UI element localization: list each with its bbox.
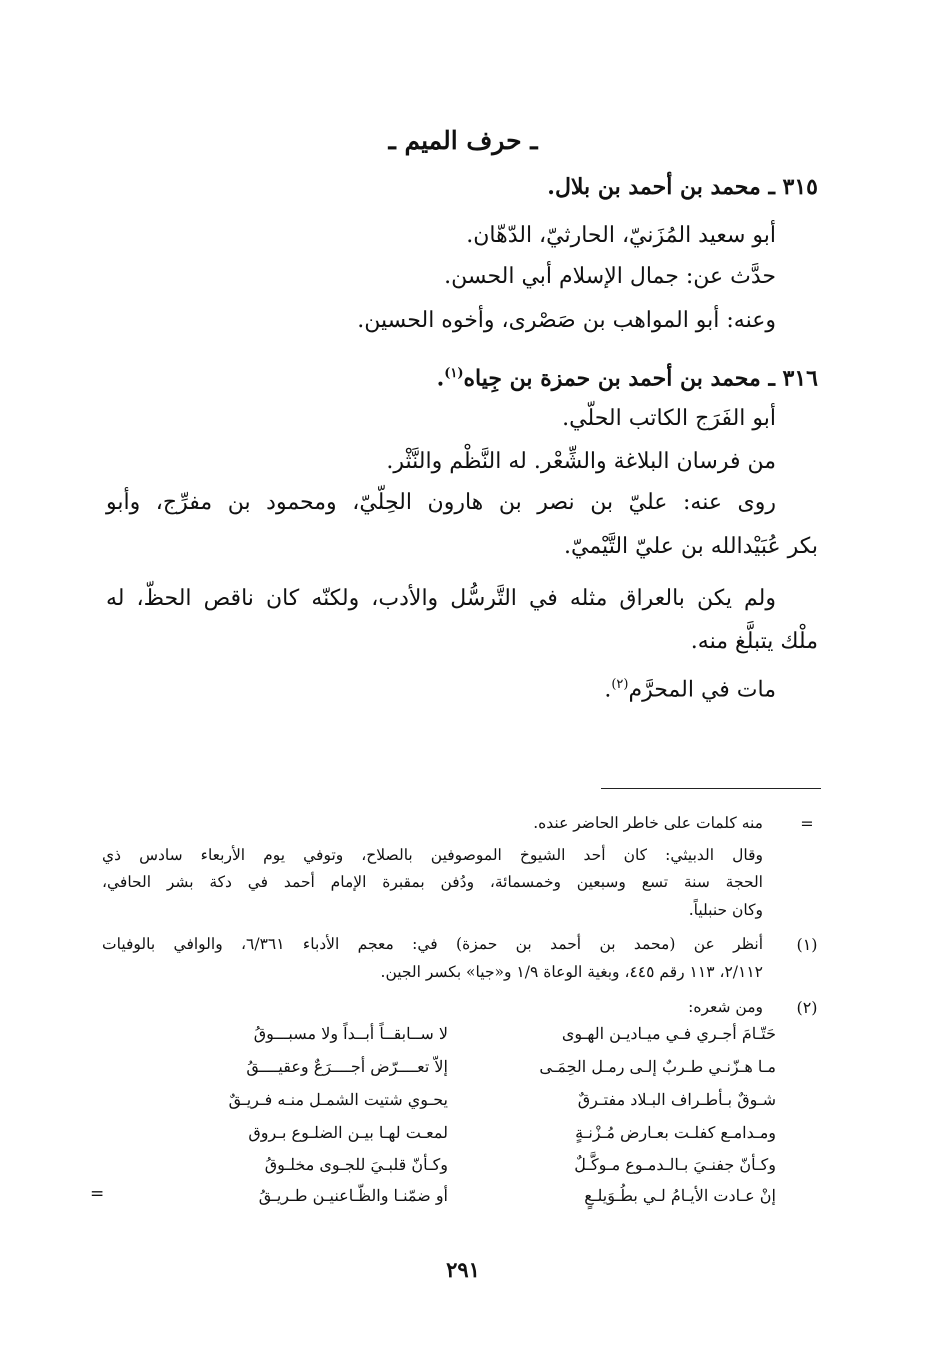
entry-316-line-3: روى عنه: عليّ بن نصر بن هارون الحِلّيّ، ومحمود بن مفرِّج، وأبو (106, 490, 776, 515)
footnote-1-line-1: أنظر عن (محمد بن أحمد بن حمزة) في: معجم الأدباء ٦/٣٦١، والوافي بالوفيات (102, 935, 764, 953)
footnote-ref-2: (٢) (611, 677, 629, 692)
entry-315-line-1: أبو سعيد المُزَنيّ، الحارثيّ، الدّهّان. (466, 223, 776, 248)
footnote-2-number: (٢) (796, 998, 818, 1017)
verse-5-left: وكـأنّ قلبـيَ للجـوى مخلـوقُ (264, 1155, 448, 1174)
entry-316-title-text: ٣١٦ ـ محمد بن أحمد بن حمزة بن جِياه (463, 365, 818, 392)
continuation-end-marker: = (90, 1184, 105, 1204)
verse-2-right: مـا هـزّنـي طـربٌ إلـى رمـل الحِمَـى (539, 1057, 776, 1076)
footnote-2-intro: ومن شعره: (688, 998, 763, 1016)
continuation-line-3: الحجة سنة تسع وسبعين وخمسمائة، ودُفن بمقبرة الإمام أحمد في دكة بشر الحافي، (102, 873, 763, 891)
page-number: ٢٩١ (446, 1257, 480, 1282)
verse-1-right: حَتّـامَ أجـري فـي ميـاديـن الهـوى (561, 1024, 776, 1043)
continuation-line-1: منه كلمات على خاطر الحاضر عنده. (533, 814, 763, 832)
verse-4-right: ومـدامـع كفلـت بعـارض مُـزْنـةٍ (575, 1123, 776, 1142)
verse-4-left: لمعـت لهـا بيـن الضلـوع بـروق (248, 1123, 448, 1142)
verse-3-left: يحـوي شتيت الشمـل منـه فـريـقٌ (228, 1090, 448, 1109)
verse-2-left: إلاّ تعــــرّض أجــــرَعٌ وعقيــــقُ (246, 1057, 448, 1076)
entry-316-title (437, 359, 818, 393)
entry-316-line-7-text: مات في المحرَّم (628, 677, 776, 703)
continuation-line-4: وكان حنبلياً. (688, 901, 763, 919)
verse-5-right: وكـأنّ جفنـيَ بـالـدمـوع مـوكَّـلٌ (574, 1155, 776, 1174)
entry-315-line-2: حدَّث عن: جمال الإسلام أبي الحسن. (444, 264, 776, 289)
entry-316-line-7 (604, 670, 776, 705)
continuation-marker: = (800, 814, 814, 833)
entry-316-line-6: ملْك يتبلَّغ منه. (690, 629, 818, 654)
footnote-ref-1: (١) (444, 366, 464, 381)
continuation-line-2: وقال الدبيثي: كان أحد الشيوخ الموصوفين بالصلاح، وتوفي يوم الأربعاء سادس ذي (102, 846, 763, 864)
entry-316-line-7-end: . (604, 677, 612, 703)
verse-6-right: إنْ عـادت الأيـامُ لـي بطُـوَيلـعٍ (584, 1186, 776, 1205)
verse-1-left: لا ســابقــاً أبــداً ولا مسبـــوقُ (253, 1024, 448, 1043)
verse-3-right: شـوقٌ بـأطـراف البـلاد مفتـرقٌ (577, 1090, 776, 1109)
entry-315-line-3: وعنه: أبو المواهب بن صَصْرى، وأخوه الحسين. (357, 308, 776, 333)
entry-316-title-end: . (436, 365, 445, 392)
section-heading: ـ حرف الميم ـ (388, 126, 538, 155)
entry-316-line-4: بكر عُبَيْدالله بن عليّ التَّيْميّ. (564, 534, 818, 559)
verse-6-left: أو ضمّنـا والظّـاعنيـن طـريـقُ (258, 1186, 448, 1205)
footnote-1-number: (١) (796, 935, 818, 954)
entry-315-title: ٣١٥ ـ محمد بن أحمد بن بلال. (547, 174, 818, 200)
footnote-1-line-2: ٢/١١٢، ١١٣ رقم ٤٤٥، وبغية الوعاة ١/٩ و«جيا» بكسر الجين. (380, 963, 763, 981)
entry-316-line-5: ولم يكن بالعراق مثله في التَّرسُّل والأدب، ولكنّه كان ناقص الحظّ، له (106, 586, 776, 611)
entry-316-line-2: من فرسان البلاغة والشِّعْر. له النَّظْم والنَّثْر. (386, 449, 776, 474)
footnote-separator (601, 788, 821, 789)
entry-316-line-1: أبو الفَرَج الكاتب الحلّي. (562, 406, 776, 431)
